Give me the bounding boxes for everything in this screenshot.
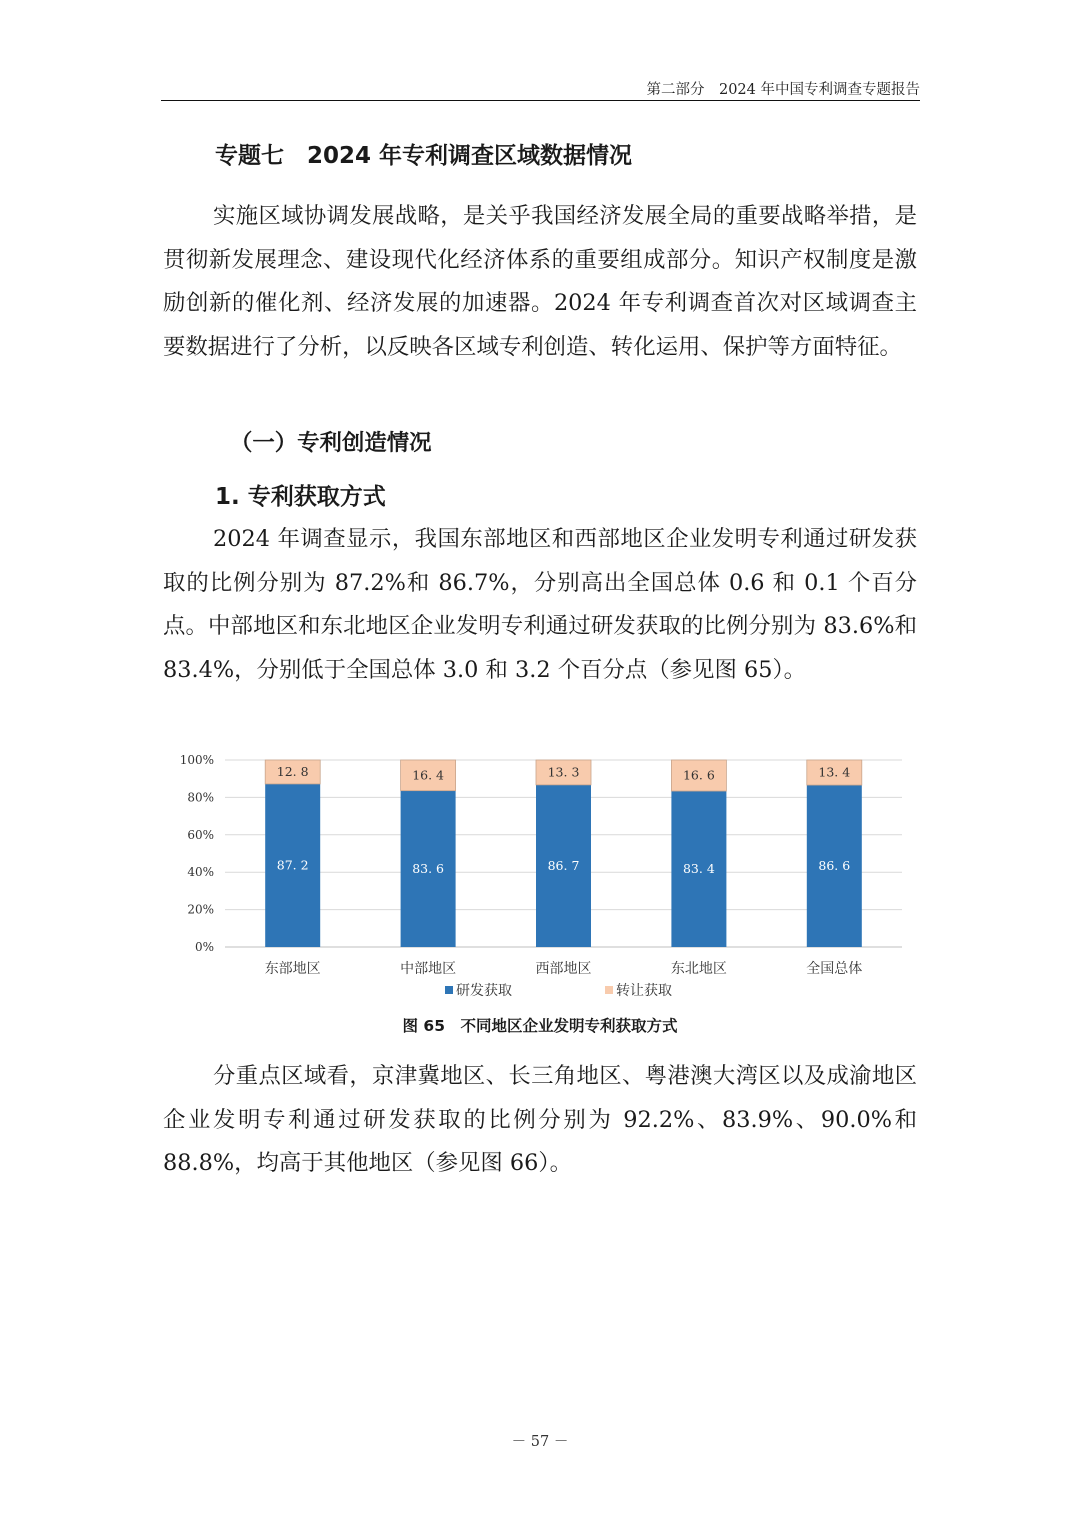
running-header: 第二部分 2024 年中国专利调查专题报告 <box>646 82 920 98</box>
y-tick-label: 60% <box>187 827 214 842</box>
findings-paragraph: 2024 年调查显示，我国东部地区和西部地区企业发明专利通过研发获取的比例分别为 87.2%和 86.7%，分别高出全国总体 0.6 和 0.1 个百分点。中部地区和东北地区企业发明专利通过研发获取的比例分别为 83.6%和 83.4%，分别低于全国总体 3.0 和 3.2 个百分点（参见图 65）。 <box>163 526 917 683</box>
x-category-label: 东部地区 <box>264 961 321 977</box>
y-tick-label: 80% <box>187 790 214 805</box>
data-label: 16. 6 <box>682 767 715 783</box>
data-label: 13. 3 <box>547 764 580 780</box>
x-category-label: 西部地区 <box>535 961 592 977</box>
y-tick-label: 40% <box>187 865 214 880</box>
stacked-bar-chart <box>175 745 915 1013</box>
data-label: 83. 4 <box>682 861 715 877</box>
y-tick-label: 100% <box>179 753 214 767</box>
figure-caption: 图 65 不同地区企业发明专利获取方式 <box>402 1017 678 1035</box>
legend-swatch <box>605 986 613 994</box>
data-label: 86. 7 <box>547 857 580 873</box>
legend-label: 转让获取 <box>616 983 672 999</box>
x-category-label: 中部地区 <box>400 961 457 977</box>
header-rule <box>161 100 920 101</box>
y-tick-label: 20% <box>187 902 214 917</box>
intro-paragraph: 实施区域协调发展战略，是关乎我国经济发展全局的重要战略举措，是贯彻新发展理念、建设现代化经济体系的重要组成部分。知识产权制度是激励创新的催化剂、经济发展的加速器。2024 年专利调查首次对区域调查主要数据进行了分析，以反映各区域专利创造、转化运用、保护等方面特征。 <box>163 203 917 360</box>
legend-swatch <box>445 986 453 994</box>
heading-patent-acquisition: 1. 专利获取方式 <box>215 484 386 510</box>
subheading-patent-creation: （一）专利创造情况 <box>230 430 432 456</box>
y-tick-label: 0% <box>194 940 214 954</box>
regional-paragraph: 分重点区域看，京津冀地区、长三角地区、粤港澳大湾区以及成渝地区企业发明专利通过研发获取的比例分别为 92.2%、83.9%、90.0%和 88.8%，均高于其他地区（参见图 66）。 <box>163 1063 917 1176</box>
x-category-label: 全国总体 <box>806 961 863 977</box>
section-title: 专题七 2024 年专利调查区域数据情况 <box>215 143 633 169</box>
data-label: 86. 6 <box>818 858 851 874</box>
data-label: 13. 4 <box>818 764 851 780</box>
x-category-label: 东北地区 <box>670 961 727 977</box>
data-label: 83. 6 <box>412 860 445 876</box>
page-number: － 57 － <box>511 1434 569 1450</box>
data-label: 16. 4 <box>412 767 445 783</box>
legend-label: 研发获取 <box>456 983 512 999</box>
data-label: 87. 2 <box>276 857 309 873</box>
data-label: 12. 8 <box>276 763 309 779</box>
